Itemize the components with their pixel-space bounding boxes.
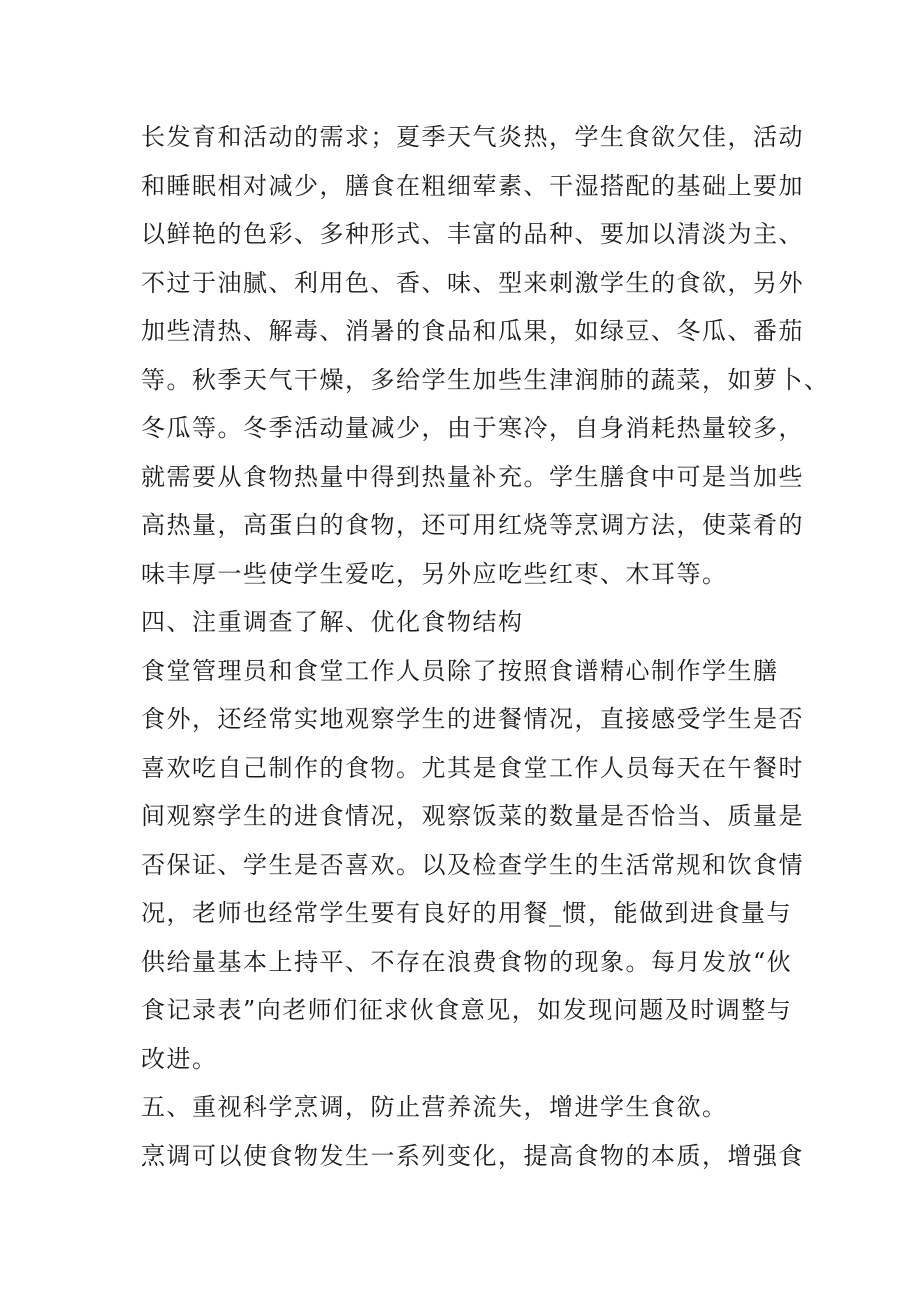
text-line: 和睡眠相对减少，膳食在粗细荤素、干湿搭配的基础上要加: [141, 171, 804, 200]
text-line: 烹调可以使食物发生一系列变化，提高食物的本质，增强食: [141, 1141, 804, 1170]
text-line: 冬瓜等。冬季活动量减少，由于寒冷，自身消耗热量较多，: [141, 414, 804, 442]
text-line: 高热量，高蛋白的食物，还可用红烧等烹调方法，使菜肴的: [141, 511, 804, 539]
text-line: 改进。: [141, 1044, 218, 1073]
text-line: 食记录表”向老师们征求伙食意见，如发现问题及时调整与: [141, 996, 793, 1024]
text-line: 不过于油腻、利用色、香、味、型来刺激学生的食欲，另外: [141, 268, 804, 297]
text-line: 喜欢吃自己制作的食物。尤其是食堂工作人员每天在午餐时: [141, 753, 804, 782]
text-line: 否保证、学生是否喜欢。以及检查学生的生活常规和饮食情: [141, 850, 804, 879]
text-line: 况，老师也经常学生要有良好的用餐_惯，能做到进食量与: [141, 899, 792, 927]
text-line: 长发育和活动的需求；夏季天气炎热，学生食欲欠佳，活动: [141, 123, 804, 151]
text-line: 供给量基本上持平、不存在浪费食物的现象。每月发放“伙: [141, 947, 793, 976]
text-line: 以鲜艳的色彩、多种形式、丰富的品种、要加以清淡为主、: [141, 220, 804, 248]
text-line: 食外，还经常实地观察学生的进餐情况，直接感受学生是否: [141, 705, 804, 733]
document-body: [141, 113, 830, 1180]
text-line: 加些清热、解毒、消暑的食品和瓜果，如绿豆、冬瓜、番茄: [141, 317, 804, 345]
text-line: 间观察学生的进食情况，观察饭菜的数量是否恰当、质量是: [141, 802, 804, 830]
text-line: 等。秋季天气干燥，多给学生加些生津润肺的蔬菜，如萝卜、: [141, 365, 830, 394]
text-line: 就需要从食物热量中得到热量补充。学生膳食中可是当加些: [141, 462, 804, 491]
text-line: 味丰厚一些使学生爱吃，另外应吃些红枣、木耳等。: [141, 559, 728, 588]
section-heading-4: 四、注重调查了解、优化食物结构: [141, 608, 524, 636]
section-heading-5: 五、重视科学烹调，防止营养流失，增进学生食欲。: [141, 1093, 728, 1121]
text-line: 食堂管理员和食堂工作人员除了按照食谱精心制作学生膳: [141, 656, 779, 685]
